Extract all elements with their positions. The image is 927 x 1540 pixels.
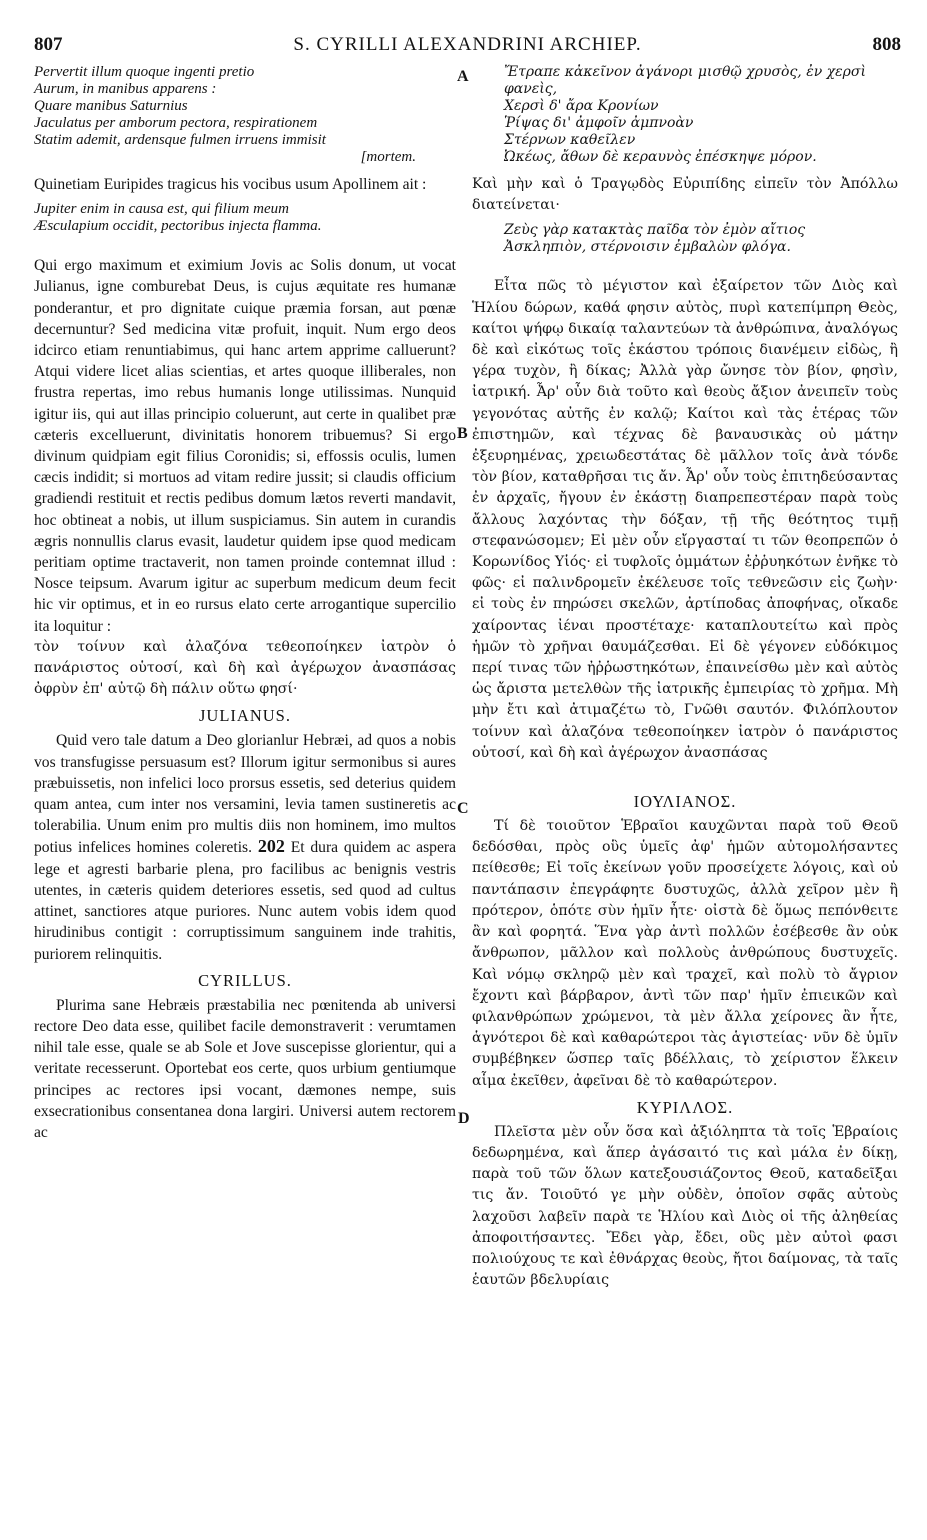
verse-line: Ἀσκληπιὸν, στέρνοισιν ἐμβαλὼν φλόγα. [504, 239, 791, 256]
julianus-text-b: Et dura quidem ac aspera lege et agresti barbarie plena, pro facilibus ac benignis vestris utentes, in cæteris quidem deteriores essetis, sed quod ad cultus attinet, sanctiores atque puriores. Nunc autem vobis idem quod hirudinibus contigit : corruptissimum sanguinem inde trahitis, puriorem relinquitis. [34, 839, 457, 963]
verse-line: Ῥίψας δι' ἀμφοῖν ἀμπνοὰν [504, 115, 694, 131]
julianus-text-a: Quid vero tale datum a Deo glorianlur Hebræi, ad quos a nobis vos transfugisse persuasum est? Illorum igitur sermonibus si aures præbuissetis, non infelici loco prorsus essetis, sed deterius quidem quam antea, cum inter nos versamini, levia tamen sustineretis ac tolerabilia. Unum enim pro multis diis non hominem, imo multos potius infelices homines coleretis. [34, 732, 456, 857]
verse-line: Quare manibus Saturnius [34, 98, 188, 114]
margin-marker-d: D [458, 1110, 470, 1127]
latin-verse-2 [34, 201, 456, 235]
kyrillos-paragraph: Πλεῖστα μὲν οὖν ὅσα καὶ ἀξιόληπτα τὰ τοῖς Ἑβραίοις δεδωρημένα, καὶ ἅπερ ἀγάσαιτό τις καὶ μάλα ἐν δίκῃ, παρὰ τοῦ τῶν ὅλων κατεξουσιάζοντος Θεοῦ, καταδεῖξαι τις ἄν. Τοιοῦτό γε μὴν οὐδὲν, ὁποῖον σφᾶς αὐτοὺς λαχοῦσι λαβεῖν παρὰ τε Ἡλίου καὶ Διὸς οἱ τῆς ἀληθείας ἀποφοιτήσαντες. Ἔδει γὰρ, ἔδει, οὓς μὲν αὐτοὶ φασι πολιούχους τε καὶ ἐθνάρχας θεοὺς, ἤτοι δαίμονας, τὰ ταῖς ἑαυτῶν βδελυρίαις [472, 1123, 898, 1289]
section-heading-julianus: JULIANUS. [199, 706, 291, 726]
greek-intro-euripides: Καὶ μὴν καὶ ὁ Τραγῳδὸς Εὐριπίδης εἰπεῖν τὸν Ἀπόλλω διατείνεται· [472, 176, 898, 214]
verse-line: Æsculapium occidit, pectoribus injecta flamma. [34, 218, 322, 235]
greek-paragraph: Εἶτα πῶς τὸ μέγιστον καὶ ἐξαίρετον τῶν Διὸς καὶ Ἡλίου δώρων, καθά φησιν αὐτὸς, πυρὶ κατεπίμπρη Θεὸς, καίτοι ψήφῳ δικαίᾳ ταλαντεύων τὰ ἀνθρώπινα, ἀναλόγως δὲ καὶ εἰκότως τοῖς ἑκάστου τρόποις διανέμειν εἰδὼς, ἢ γέρα τυχὸν, ἢ δίκας; Ἀλλὰ γὰρ ὤνησε τὸν βίον, φησὶν, ἰατρική. Ἆρ' οὖν διὰ τοῦτο καὶ θεοὺς ἄξιον ἀνειπεῖν τοὺς γεγονότας αὐτῆς ἐν καλῷ; Καίτοι καὶ τὰς ἑτέρας τῶν ἐπιστημῶν, καὶ τέχνας δὲ βαναυσικὰς οὐ μάτην ἐξευρημένας, χρειωδεστάτας δὲ μᾶλλον τοῖς ἀνὰ τόνδε τὸν βίον, καταθρῆσαι τις ἄν. Ἆρ' οὖν τοὺς ἐπιτηδεύσαντας ἐν ἀρχαῖς, ἤγουν ἐν ἑκάστῃ διαπρεπεστέραν παρὰ τοὺς ἄλλους λαχόντας τὴν δόξαν, τῇ τῆς θεότητος τιμῇ στεφανώσομεν; Εἰ μὲν οὖν εἴργασταί τι τῶν θεοπρεπῶν ὁ Κορωνίδος Υἱός· εἰ τυφλοῖς ὀμμάτων ἐῤῥυηκότων ἐνῆκε τὸ φῶς· εἰ παλινδρομεῖν ἐκέλευσε τοῖς τεθνεῶσιν εἰς ζωὴν· εἰ τοὺς ἐν πηρώσει σκελῶν, ἀρτίποδας ἀποφήνας, οἴκαδε χαίροντας ἰέναι προστέταχε· καταπλουτείτω καὶ πρὸς ἡμῶν τὸ χρῆναι θαυμάζεσθαι. Εἰ δὲ γέγονεν εὐδόκιμος περί τινας τῶν ἠῤῥωστηκότων, ἐπαινείσθω μὲν καὶ αὐτὸς ὡς ἄριστα μετελθὼν τῆς ἰατρικῆς ἐμπειρίας τὸ χρῆμα. Μὴ μὴν ἔτι καὶ ἀτιμαζέτω τὸ, Γνῶθι σαυτόν. Φιλόπλουτον τοίνυν καὶ ἀλαζόνα τεθεοποίηκεν ἰατρὸν ὁ πανάριστος οὑτοσί, καὶ δὴ καὶ ἀγέρωχον ἀνασπάσας [472, 278, 898, 761]
cyrillus-paragraph: Plurima sane Hebræis præstabilia nec pœnitenda ab universi rectore Deo data esse, quilibet facile demonstraverit : verumtamen nihil tale esse, quale se ab Sole et Jove suscepisse glorientur, qui a veritate recesserunt. Oportebat eos certe, quos urbium gentiumque principes ac rectores ipsi vocant, dæmones nempe, suis exsecrationibus consentanea dona largiri. Universi autem rectorem ac [34, 996, 456, 1141]
section-heading-kyrillos: ΚΥΡΙΛΛΟΣ. [636, 1097, 734, 1117]
latin-paragraph: Qui ergo maximum et eximium Jovis ac Solis donum, ut vocat Julianus, igne comburebat Deus, is cujus æquitate res humanæ ponderantur, et pro dignitate cuique præmia forsan, aut pœnæ decernuntur? Sed medicina vitæ profuit, inquit. Num ergo deos idcirco etiam renuntiabimus, qui hanc artem apprime calluerunt? Atqui videre licet alias scientias, et artes quoque illiberales, non frustra repertas, imo rebus humanis longe utilissimas. Nunquid igitur iis, qui aut illas principio coluerunt, aut certe in qualibet præ cæteris excelluerunt, divinitatis honorem tribuemus? Si ergo divinum quidpiam egit filius Coronidis; si, effossis oculis, lumen cæcis indidit; si mortuos ad vitam redire jussit; si claudis officium gradiendi restituit et rectis pedibus domum lætos reverti mandavit, hoc obtineat a nobis, ut illum suspiciamus. Sin autem in curandis ægris nonnullis clarus evasit, laudetur quidem ipse quod medicam peritiam optime tractaverit, non tamen proinde contemnat illud : Nosce teipsum. Avarum igitur ac superbum medicum deum fecit hic vir optimus, et in eo rursus elato certe arrogantique supercilio ita loquitur : [34, 257, 456, 635]
verse-line: Ὠκέως, ἄθων δὲ κεραυνὸς ἐπέσκηψε μόρον. [504, 149, 817, 165]
greek-verse-2 [472, 222, 898, 256]
greek-verse-1 [472, 64, 898, 166]
margin-marker-c: C [457, 800, 469, 817]
margin-marker-a: A [457, 68, 469, 85]
page-header [34, 34, 901, 56]
verse-line: Ζεὺς γὰρ κατακτὰς παῖδα τὸν ἐμὸν αἴτιος [504, 222, 806, 239]
verse-line: Aurum, in manibus apparens : [34, 81, 217, 97]
running-title: S. CYRILLI ALEXANDRINI ARCHIEP. [293, 34, 642, 55]
latin-column [34, 64, 456, 1143]
verse-line: Χερσὶ δ' ἄρα Κρονίων [504, 98, 659, 114]
verse-line: Statim ademit, ardensque fulmen irruens immisit [34, 132, 326, 148]
margin-marker-b: B [457, 425, 468, 442]
verse-line: Pervertit illum quoque ingenti pretio [34, 64, 255, 80]
column-number: 202 [257, 836, 285, 857]
ioulianos-paragraph: Τί δὲ τοιοῦτον Ἑβραῖοι καυχῶνται παρὰ τοῦ Θεοῦ δεδόσθαι, πρὸς οὓς ὑμεῖς ἀφ' ἡμῶν αὐτομολήσαντες πείθεσθε; Εἰ τοῖς ἐκείνων γοῦν προσείχετε λόγοις, καὶ οὐ παντάπασιν ἐπεγράφητε δυστυχῶς, ἀλλὰ χεῖρον μὲν ἢ πρότερον, ὁπότε σὺν ἡμῖν ἦτε· οἰστὰ δὲ ὅμως πεπόνθειτε ἂν καὶ φορητά. Ἕνα γὰρ ἀντὶ πολλῶν ἐσέβεσθε ἂν οὐκ ἄνθρωπον, μᾶλλον καὶ πολλοὺς ἀνθρώπους δυστυχεῖς. Καὶ νόμῳ σκληρῷ μὲν καὶ τραχεῖ, καὶ πολὺ τὸ ἄγριον ἔχοντι καὶ βάρβαρον, ἀντὶ τῶν παρ' ἡμῖν ἐπιεικῶν καὶ φιλανθρώπων χρώμενοι, τὰ μὲν ἄλλα χείρονες ἂν ἦτε, ἁγνότεροι δὲ καὶ καθαρώτεροι τὰς ἁγιστείας· νῦν δὲ ὑμῖν συμβέβηκεν ὥσπερ ταῖς βδέλλαις, τὸ χείριστον ἕλκειν αἷμα ἐκεῖθεν, ἀφεῖναι δὲ τὸ καθαρώτερον. [472, 818, 898, 1089]
latin-verse-1 [34, 64, 456, 166]
latin-intro-euripides: Quinetiam Euripides tragicus his vocibus usum Apollinem ait : [34, 176, 427, 193]
latin-paragraph-greek-line: τὸν τοίνυν καὶ ἀλαζόνα τεθεοποίηκεν ἰατρὸν ὁ πανάριστος οὑτοσί, καὶ δὴ καὶ ἀγέρωχον ἀνασπάσας ὀφρὺν ἐπ' αὐτῷ δὴ πάλιν οὕτω φησί· [34, 638, 456, 698]
verse-line: Jaculatus per amborum pectora, respirationem [34, 115, 318, 131]
section-heading-ioulianos: ΙΟΥΛΙΑΝΟΣ. [633, 792, 737, 812]
right-page-number: 808 [872, 34, 901, 55]
left-page-number: 807 [34, 34, 63, 55]
verse-line-continuation: [mortem. [360, 149, 416, 165]
verse-line: Ἔτραπε κἀκεῖνον ἀγάνορι μισθῷ χρυσὸς, ἐν χερσὶ φανεὶς, [504, 64, 866, 97]
greek-column [472, 64, 898, 1291]
section-heading-cyrillus: CYRILLUS. [198, 970, 292, 990]
verse-line: Jupiter enim in causa est, qui filium meum [34, 201, 289, 218]
julianus-paragraph [34, 730, 456, 964]
verse-line: Στέρνων καθεῖλεν [504, 132, 636, 148]
